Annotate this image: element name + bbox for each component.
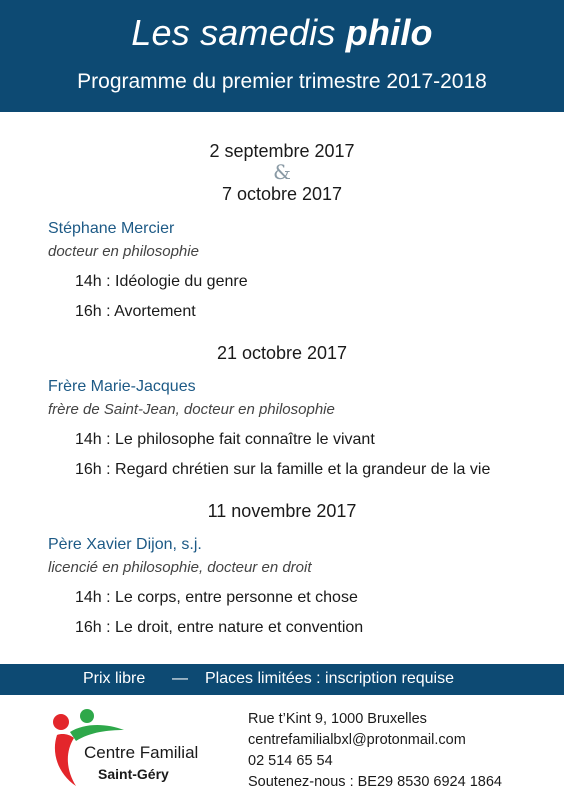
logo-subname: Saint-Géry bbox=[98, 766, 169, 782]
info-band bbox=[0, 664, 564, 695]
header-banner bbox=[0, 0, 564, 112]
session-1-talk-2: 16h : Avortement bbox=[75, 303, 196, 320]
contact-address: Rue t’Kint 9, 1000 Bruxelles bbox=[248, 711, 427, 727]
session-1-role: docteur en philosophie bbox=[48, 243, 199, 260]
contact-support: Soutenez-nous : BE29 8530 6924 1864 bbox=[248, 774, 502, 790]
session-1-date-2: 7 octobre 2017 bbox=[221, 184, 343, 204]
session-1-talk-1: 14h : Idéologie du genre bbox=[75, 273, 248, 290]
title-bold: philo bbox=[345, 12, 433, 53]
price-label: Prix libre bbox=[83, 670, 146, 687]
title-prefix: Les samedis bbox=[131, 12, 346, 53]
registration-label: Places limitées : inscription requise bbox=[205, 670, 454, 687]
session-3-role: licencié en philosophie, docteur en droit bbox=[48, 559, 312, 576]
session-1-speaker: Stéphane Mercier bbox=[48, 220, 175, 237]
contact-email[interactable]: centrefamilialbxl@protonmail.com bbox=[248, 732, 466, 748]
logo-name: Centre Familial bbox=[84, 743, 199, 762]
session-2-date: 21 octobre 2017 bbox=[216, 343, 348, 363]
band-dash: — bbox=[172, 670, 188, 687]
session-2-talk-1: 14h : Le philosophe fait connaître le vivant bbox=[75, 431, 375, 448]
page-subtitle: Programme du premier trimestre 2017-2018 bbox=[77, 70, 487, 93]
page-title bbox=[0, 12, 564, 54]
session-2-role: frère de Saint-Jean, docteur en philosophie bbox=[48, 401, 335, 418]
contact-phone: 02 514 65 54 bbox=[248, 753, 333, 769]
session-3-talk-2: 16h : Le droit, entre nature et convention bbox=[75, 619, 364, 636]
session-2-talk-2: 16h : Regard chrétien sur la famille et la grandeur de la vie bbox=[75, 461, 491, 478]
date-separator: & bbox=[273, 160, 291, 184]
session-1-date-1: 2 septembre 2017 bbox=[209, 141, 355, 161]
session-3-date: 11 novembre 2017 bbox=[207, 501, 357, 521]
session-3-speaker: Père Xavier Dijon, s.j. bbox=[48, 536, 202, 553]
session-3-talk-1: 14h : Le corps, entre personne et chose bbox=[75, 589, 358, 606]
session-2-speaker: Frère Marie-Jacques bbox=[48, 378, 196, 395]
